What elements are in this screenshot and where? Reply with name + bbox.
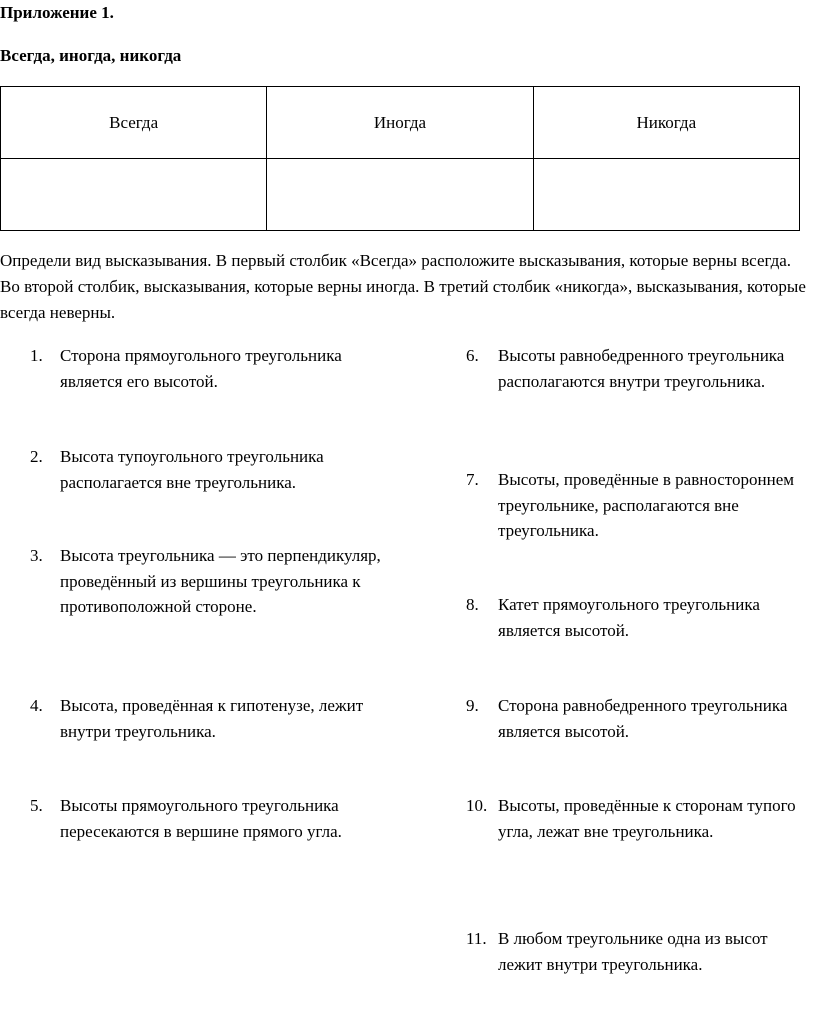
statement-text: Высоты прямоугольного треугольника пересекаются в вершине прямого угла. bbox=[60, 796, 342, 841]
statement-number: 4. bbox=[30, 696, 43, 715]
statement-text: В любом треугольнике одна из высот лежит внутри треугольника. bbox=[498, 929, 768, 974]
statement-number: 11. bbox=[466, 929, 487, 948]
statement-number: 5. bbox=[30, 796, 43, 815]
statement-number: 6. bbox=[466, 346, 479, 365]
statement-text: Сторона прямоугольного треугольника является его высотой. bbox=[60, 346, 342, 391]
column-header-never: Никогда bbox=[533, 87, 799, 159]
table-answer-row bbox=[1, 159, 800, 231]
instruction-text: Определи вид высказывания. В первый столбик «Всегда» расположите высказывания, которые верны всегда. Во второй столбик, высказывания, которые верны иногда. В третий столбик «никогда», высказывания, которые всегда неверны. bbox=[0, 251, 806, 322]
column-header-sometimes: Иногда bbox=[267, 87, 533, 159]
statement-number: 9. bbox=[466, 696, 479, 715]
table-header-row bbox=[1, 87, 800, 159]
answer-cell-never[interactable] bbox=[533, 159, 799, 231]
statement-number: 1. bbox=[30, 346, 43, 365]
appendix-title: Приложение 1. bbox=[0, 3, 114, 22]
statement-text: Высота, проведённая к гипотенузе, лежит внутри треугольника. bbox=[60, 696, 364, 741]
sorting-table bbox=[0, 86, 800, 231]
statement-text: Высота треугольника — это перпендикуляр, проведённый из вершины треугольника к противоположной стороне. bbox=[60, 546, 381, 616]
statement-text: Катет прямоугольного треугольника является высотой. bbox=[498, 595, 760, 640]
answer-cell-sometimes[interactable] bbox=[267, 159, 533, 231]
statement-text: Высоты, проведённые в равностороннем треугольнике, располагаются вне треугольника. bbox=[498, 470, 795, 540]
statement-number: 3. bbox=[30, 546, 43, 565]
statement-text: Высоты равнобедренного треугольника располагаются внутри треугольника. bbox=[498, 346, 785, 391]
statement-text: Высота тупоугольного треугольника располагается вне треугольника. bbox=[60, 447, 324, 492]
statement-number: 10. bbox=[466, 796, 488, 815]
statement-text: Сторона равнобедренного треугольника является высотой. bbox=[498, 696, 788, 741]
statement-number: 8. bbox=[466, 595, 479, 614]
section-title: Всегда, иногда, никогда bbox=[0, 46, 182, 65]
answer-cell-always[interactable] bbox=[1, 159, 267, 231]
statement-number: 2. bbox=[30, 447, 43, 466]
statement-text: Высоты, проведённые к сторонам тупого угла, лежат вне треугольника. bbox=[498, 796, 796, 841]
column-header-always: Всегда bbox=[1, 87, 267, 159]
statement-number: 7. bbox=[466, 470, 479, 489]
